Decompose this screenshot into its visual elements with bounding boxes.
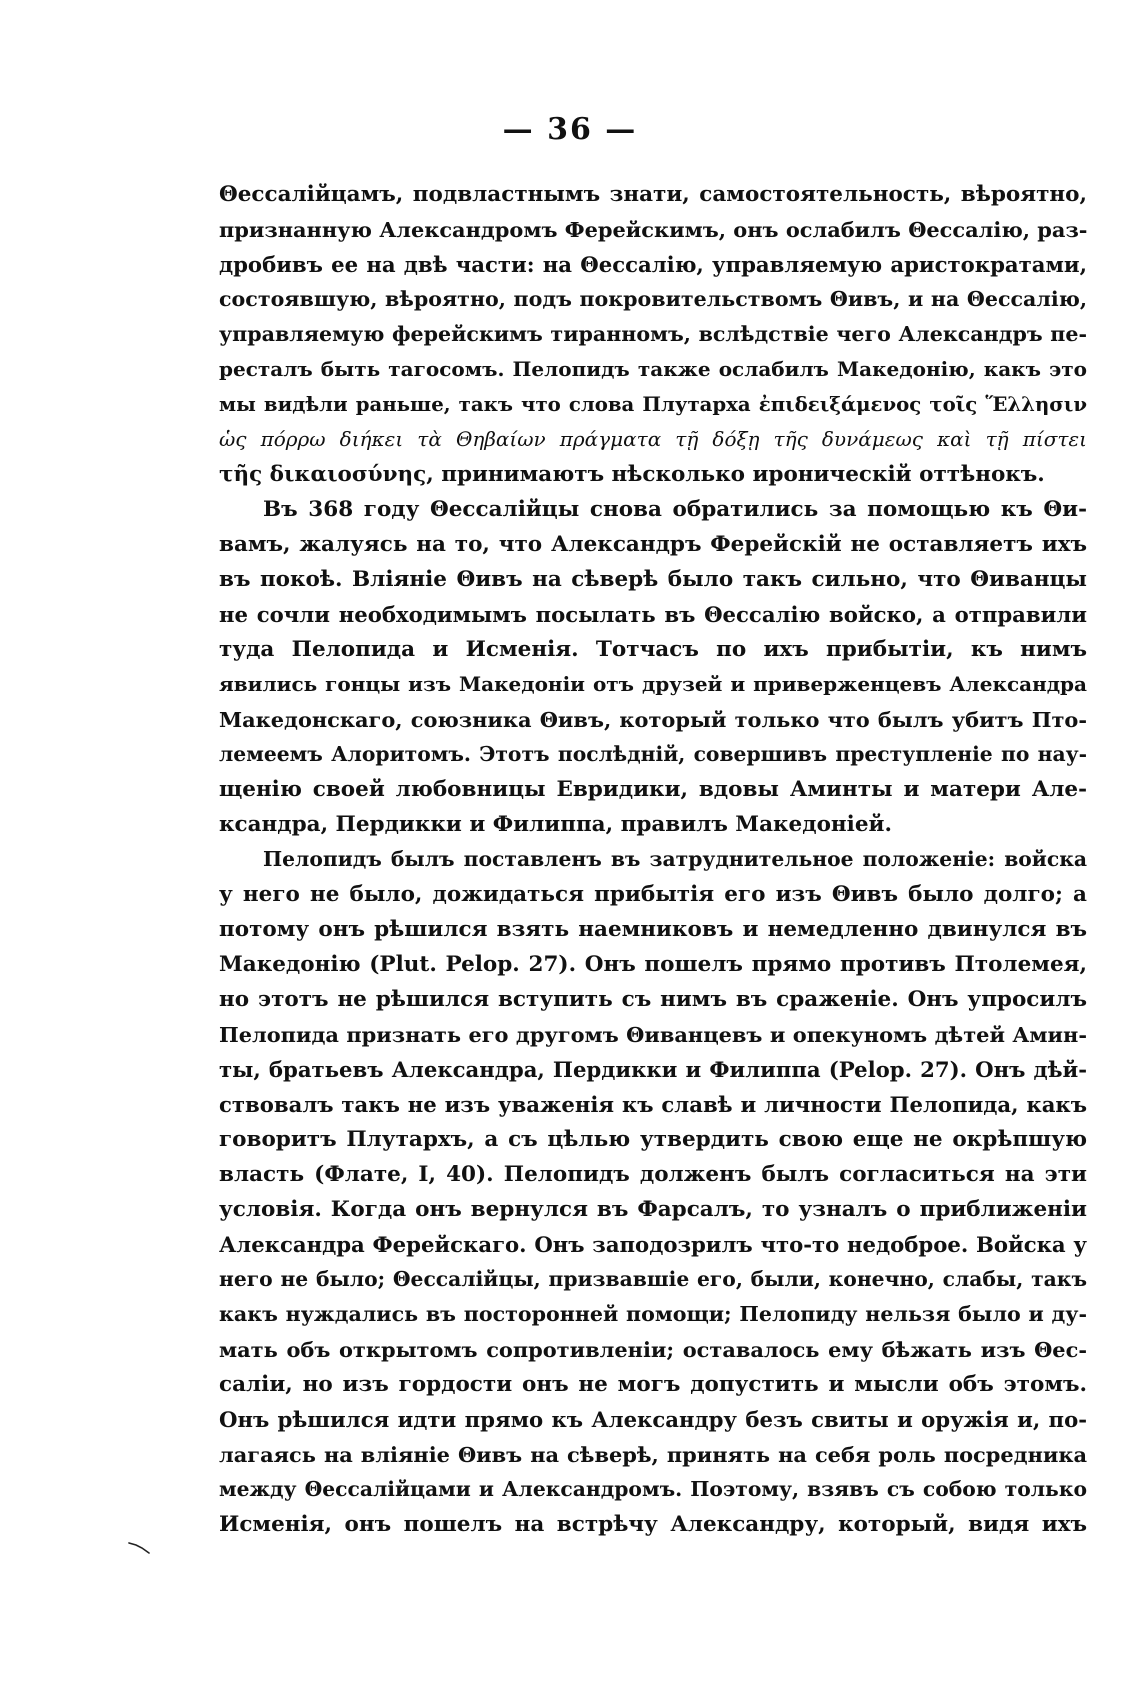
- text-line: ресталъ быть тагосомъ. Пелопидъ также ослабилъ Македонію, какъ это: [219, 357, 1087, 381]
- text-line: говоритъ Плутархъ, а съ цѣлью утвердить свою еще не окрѣпшую: [219, 1127, 1087, 1152]
- text-line: Македонскаго, союзника Θивъ, который только что былъ убитъ Пто-: [219, 707, 1087, 732]
- greek-quote-line: ὡς πόρρω διήκει τὰ Θηβαίων πράγματα τῇ δόξῃ τῆς δυνάμεως καὶ τῇ πίστει: [219, 427, 1087, 451]
- text-line: вамъ, жалуясь на то, что Александръ Ферейскій не оставляетъ ихъ: [219, 532, 1087, 557]
- body-text: [219, 177, 1087, 1542]
- text-line: Θессалійцамъ, подвластнымъ знати, самостоятельность, вѣроятно,: [219, 182, 1087, 207]
- text-line: потому онъ рѣшился взять наемниковъ и немедленно двинулся въ: [219, 917, 1087, 942]
- text-line: въ покоѣ. Вліяніе Θивъ на сѣверѣ было такъ сильно, что Θиванцы: [219, 567, 1087, 592]
- paragraph-1: [219, 177, 1087, 492]
- margin-pencil-mark: [128, 1540, 150, 1554]
- text-line: Македонію (Plut. Pelop. 27). Онъ пошелъ прямо противъ Птолемея,: [219, 952, 1087, 977]
- text-line: не сочли необходимымъ посылать въ Θессалію войско, а отправили: [219, 602, 1087, 627]
- text-line: Пелопида признать его другомъ Θиванцевъ и опекуномъ дѣтей Амин-: [219, 1022, 1087, 1047]
- text-line: Пелопидъ былъ поставленъ въ затруднительное положеніе: войска: [263, 847, 1087, 871]
- text-line: Александра Ферейскаго. Онъ заподозрилъ что-то недоброе. Войска у: [219, 1232, 1087, 1257]
- text-line: него не было; Θессалійцы, призвавшіе его, были, конечно, слабы, такъ: [219, 1267, 1087, 1291]
- text-line: какъ нуждались въ посторонней помощи; Пелопиду нельзя было и ду-: [219, 1302, 1087, 1326]
- text-line: τῆς δικαιοσύνης, принимаютъ нѣсколько ироническій оттѣнокъ.: [219, 462, 1045, 487]
- text-line: щенію своей любовницы Евридики, вдовы Аминты и матери Але-: [219, 777, 1087, 802]
- page-number: — 36 —: [502, 112, 638, 147]
- text-line: ксандра, Пердикки и Филиппа, правилъ Македоніей.: [219, 812, 892, 837]
- text-line: мать объ открытомъ сопротивленіи; оставалось ему бѣжать изъ Θес-: [219, 1337, 1087, 1362]
- text-line: лемеемъ Алоритомъ. Этотъ послѣдній, совершивъ преступленіе по нау-: [219, 742, 1087, 766]
- text-line: власть (Флате, I, 40). Пелопидъ долженъ былъ согласиться на эти: [219, 1162, 1087, 1187]
- text-line: явились гонцы изъ Македоніи отъ друзей и приверженцевъ Александра: [219, 672, 1087, 696]
- text-line: у него не было, дожидаться прибытія его изъ Θивъ было долго; а: [219, 882, 1087, 907]
- text-line: условія. Когда онъ вернулся въ Фарсалъ, то узналъ о приближеніи: [219, 1197, 1087, 1222]
- text-line: лагаясь на вліяніе Θивъ на сѣверѣ, принять на себя роль посредника: [219, 1442, 1087, 1467]
- text-line: саліи, но изъ гордости онъ не могъ допустить и мысли объ этомъ.: [219, 1372, 1087, 1397]
- text-line: признанную Александромъ Ферейскимъ, онъ ослабилъ Θессалію, раз-: [219, 217, 1088, 242]
- text-line: туда Пелопида и Исменія. Тотчасъ по ихъ прибытіи, къ нимъ: [219, 637, 1087, 662]
- text-line: Онъ рѣшился идти прямо къ Александру безъ свиты и оружія и, по-: [219, 1407, 1087, 1432]
- text-line: состоявшую, вѣроятно, подъ покровительствомъ Θивъ, и на Θессалію,: [219, 287, 1087, 311]
- text-line: Исменія, онъ пошелъ на встрѣчу Александру, который, видя ихъ: [219, 1512, 1087, 1537]
- text-line: Въ 368 году Θессалійцы снова обратились за помощью къ Θи-: [263, 497, 1087, 522]
- text-line: ствовалъ такъ не изъ уваженія къ славѣ и личности Пелопида, какъ: [219, 1092, 1087, 1117]
- text-line: но этотъ не рѣшился вступить съ нимъ въ сраженіе. Онъ упросилъ: [219, 987, 1087, 1012]
- text-line: дробивъ ее на двѣ части: на Θессалію, управляемую аристократами,: [219, 252, 1087, 277]
- text-line: мы видѣли раньше, такъ что слова Плутарха ἐπιδειξάμενος τοῖς Ἕλλησιν: [219, 393, 1087, 416]
- text-line: между Θессалійцами и Александромъ. Поэтому, взявъ съ собою только: [219, 1477, 1087, 1501]
- text-line: ты, братьевъ Александра, Пердикки и Филиппа (Pelop. 27). Онъ дѣй-: [219, 1057, 1087, 1082]
- paragraph-3: [219, 842, 1087, 1542]
- text-line: управляемую ферейскимъ тиранномъ, вслѣдствіе чего Александръ пе-: [219, 322, 1087, 346]
- paragraph-2: [219, 492, 1087, 842]
